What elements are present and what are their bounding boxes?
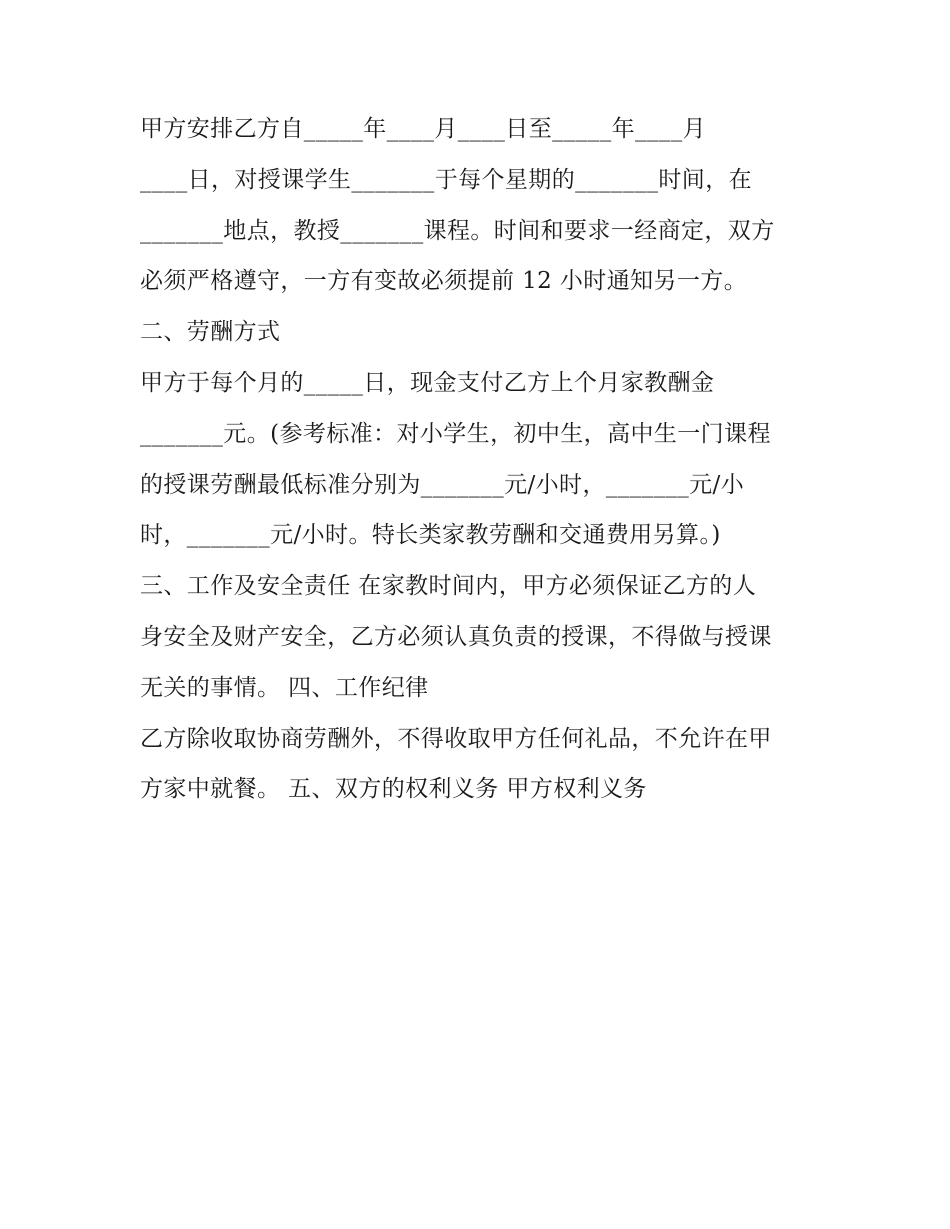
text-line: _______地点，教授_______课程。时间和要求一经商定，双方 <box>140 217 775 244</box>
section-heading-safety: 三、工作及安全责任 在家教时间内，甲方必须保证乙方的人 <box>140 573 757 600</box>
text-line: 的授课劳酬最低标准分别为_______元/小时，_______元/小 <box>140 471 745 498</box>
text-line: _______元。(参考标准：对小学生，初中生，高中生一门课程 <box>140 420 771 447</box>
text-line: 时，_______元/小时。特长类家教劳酬和交通费用另算。) <box>140 522 721 549</box>
document-body <box>140 104 820 815</box>
section-heading-remuneration: 二、劳酬方式 <box>140 319 281 346</box>
text-line: 甲方安排乙方自_____年____月____日至_____年____月 <box>140 116 706 142</box>
text-line: ____日，对授课学生_______于每个星期的_______时间，在 <box>140 166 752 193</box>
text-line: 甲方于每个月的_____日，现金支付乙方上个月家教酬金 <box>140 369 715 396</box>
text-line: 无关的事情。 四、工作纪律 <box>140 674 429 701</box>
text-line: 乙方除收取协商劳酬外，不得收取甲方任何礼品，不允许在甲 <box>140 725 772 752</box>
text-line: 方家中就餐。 五、双方的权利义务 甲方权利义务 <box>140 776 647 803</box>
text-line: 身安全及财产安全，乙方必须认真负责的授课，不得做与授课 <box>140 623 772 650</box>
text-line: 必须严格遵守，一方有变故必须提前 12 小时通知另一方。 <box>140 268 748 295</box>
